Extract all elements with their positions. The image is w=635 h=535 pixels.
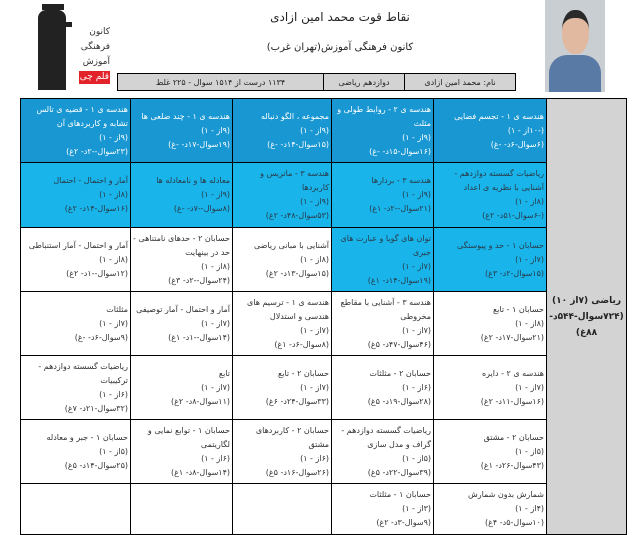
topic-cell xyxy=(131,228,233,292)
logo xyxy=(38,2,110,92)
topic-stats: (۱۰سوال-۵د- ۴غ) xyxy=(485,518,544,527)
topic-rank: (۵از - ۱) xyxy=(99,446,128,456)
topic-rank: (۹از - ۱) xyxy=(402,132,431,142)
topic-stats: (۳۹سوال-۲۲د- ۵غ) xyxy=(367,467,431,477)
topic-name: حسابان ۱ - توابع نمایی و لگاریتمی xyxy=(147,425,230,449)
topic-name: توان های گویا و عبارت های جبری xyxy=(340,233,431,257)
table-row xyxy=(21,228,627,292)
topic-rank: (۷از - ۱) xyxy=(515,382,544,392)
topic-cell xyxy=(434,356,547,420)
logo-text: کانون xyxy=(89,27,110,37)
topic-stats: (۲۳سوال--۲د- ۲غ) xyxy=(66,146,128,156)
topic-cell xyxy=(233,163,332,228)
student-grade: دوازدهم ریاضی xyxy=(323,74,404,90)
topic-cell xyxy=(21,292,131,356)
logo-text: فرهنگی xyxy=(80,42,110,52)
topic-cell xyxy=(233,420,332,484)
topic-name: مجموعه ، الگو دنباله xyxy=(260,111,329,121)
topic-name: هندسه ۳ - آشنایی با مقاطع مخروطی xyxy=(340,297,431,321)
topic-name: هندسه ی ۱ - چند ضلعی ها xyxy=(141,111,230,121)
topic-cell xyxy=(332,163,434,228)
topic-cell xyxy=(233,484,332,535)
topic-cell xyxy=(233,99,332,163)
topic-name: ریاضیات گسسته دوازدهم - گراف و مدل سازی xyxy=(341,425,431,449)
topic-stats: (-۶سوال-۵۱د- ۲غ) xyxy=(482,211,544,220)
topic-stats: (۹سوال-۶د- -غ) xyxy=(74,332,128,342)
topic-cell xyxy=(332,228,434,292)
institute-name: کانون فرهنگی آموزش(تهران غرب) xyxy=(266,42,414,53)
topic-rank: (۹از - ۱) xyxy=(300,125,329,135)
table-row xyxy=(21,356,627,420)
page-title: نقاط قوت محمد امین ازادی xyxy=(270,10,410,24)
topic-stats: (۲۱سوال--۲د- ۱غ) xyxy=(369,204,431,213)
topic-stats: (۳۳سوال-۲۴د- ۶غ) xyxy=(265,396,329,406)
topic-rank: (۵از - ۱) xyxy=(402,453,431,463)
table-row xyxy=(21,420,627,484)
topic-cell xyxy=(21,228,131,292)
topic-cell xyxy=(233,356,332,420)
topic-cell xyxy=(131,99,233,163)
topic-rank: (۸از - ۱) xyxy=(515,318,544,328)
photo-body xyxy=(549,55,601,92)
topic-name: هندسه ی ۲ - دایره xyxy=(481,368,544,378)
subject-cell xyxy=(547,99,627,535)
topic-cell xyxy=(233,292,332,356)
topic-cell xyxy=(332,484,434,535)
topic-name: حسابان ۱ - جبر و معادله xyxy=(46,432,128,442)
topic-name: مثلثات xyxy=(106,304,128,314)
topic-name: هندسه ی ۲ - روابط طولی و مثلث xyxy=(337,104,431,128)
topic-stats: (۲۴سوال--۲د- ۳غ) xyxy=(168,275,230,285)
topic-rank: (۵از - ۱) xyxy=(515,446,544,456)
topic-cell xyxy=(21,420,131,484)
topic-cell xyxy=(21,484,131,535)
topic-rank: (۸از - ۱) xyxy=(300,254,329,264)
topic-stats: (۹سوال-۳د- ۲غ) xyxy=(376,518,431,527)
topic-rank: (۴از - ۱) xyxy=(515,504,544,513)
topic-stats: (۲۸سوال-۱۹د- ۵غ) xyxy=(367,396,431,406)
table-row xyxy=(21,99,627,163)
topic-rank: (۹از - ۱) xyxy=(201,190,230,199)
topic-rank: (۹از - ۱) xyxy=(201,125,230,135)
topic-stats: (۲۱سوال-۱۷د- ۲غ) xyxy=(480,332,544,342)
topic-cell xyxy=(131,356,233,420)
topic-cell xyxy=(332,420,434,484)
subject-title: ریاضی (۷از ۱۰) xyxy=(551,295,622,306)
topic-stats: (۱۶سوال-۱۱د- ۲غ) xyxy=(480,396,544,406)
topic-cell xyxy=(131,484,233,535)
topic-cell xyxy=(131,292,233,356)
topic-name: حسابان ۱ - حد و پیوستگی xyxy=(457,240,544,250)
topic-cell xyxy=(131,163,233,228)
topic-rank: (۷از - ۱) xyxy=(99,318,128,328)
student-photo xyxy=(545,0,605,92)
topic-rank: (۷از - ۱) xyxy=(515,254,544,264)
topic-name: حسابان ۱ - مثلثات xyxy=(369,490,431,499)
topic-stats: (۱۲سوال--۱د- ۲غ) xyxy=(66,268,128,278)
subject-stats: (۷۲۴سوال-۵۴۴د-۸۸غ) xyxy=(549,311,624,338)
topic-name: معادله ها و نامعادله ها xyxy=(156,176,230,185)
topic-name: ریاضیات گسسته دوازدهم - آشنایی با نظریه ی اعداد xyxy=(454,169,544,192)
topic-stats: (۴۳سوال-۲۶د- ۱غ) xyxy=(480,460,544,470)
topic-stats: (۱۹سوال-۱۷د- -غ) xyxy=(168,139,230,149)
topic-rank: (۷از - ۱) xyxy=(201,382,230,392)
topic-cell xyxy=(21,99,131,163)
topic-rank: (۷از - ۱) xyxy=(300,382,329,392)
topic-stats: (۸سوال-۶د- ۱غ) xyxy=(274,339,329,349)
topic-name: هندسه ی ۱ - ترسیم های هندسی و استدلال xyxy=(247,297,329,321)
topic-cell xyxy=(434,163,547,228)
topic-name: آمار و احتمال - احتمال xyxy=(53,176,128,185)
student-name: نام: محمد امین ازادی xyxy=(404,74,515,90)
topic-name: شمارش بدون شمارش xyxy=(467,490,544,499)
topic-stats: (۱۶سوال-۱۵د- -غ) xyxy=(369,146,431,156)
topic-stats: (۱۵سوال-۱۳د- ۲غ) xyxy=(265,268,329,278)
topic-cell xyxy=(434,420,547,484)
topic-cell xyxy=(434,228,547,292)
student-stats: ۱۱۳۴ درست از ۱۵۱۴ سوال - ۲۲۵ غلط xyxy=(155,77,286,87)
topic-stats: (۱۴سوال-۸د- ۱غ) xyxy=(171,467,230,477)
topic-rank: (۸از - ۱) xyxy=(201,261,230,271)
topic-rank: (۹از - ۱) xyxy=(300,197,329,206)
topic-rank: (۶از - ۱) xyxy=(201,453,230,463)
topic-name: آمار و احتمال - آمار توصیفی xyxy=(136,304,230,314)
topic-stats: (۱۹سوال-۱۴د- ۱غ) xyxy=(367,275,431,285)
topic-cell xyxy=(434,292,547,356)
topic-stats: (۱۱سوال-۸د- ۲غ) xyxy=(171,396,230,406)
topic-rank: (۸از - ۱) xyxy=(99,254,128,264)
topic-rank: (۷از - ۱) xyxy=(402,325,431,335)
topic-stats: (۶سوال-۶د- -غ) xyxy=(490,139,544,149)
topic-name: حسابان ۲ - حدهای نامتناهی - حد در بینهایت xyxy=(132,233,230,257)
topic-cell xyxy=(233,228,332,292)
topic-rank: (۷از - ۱) xyxy=(402,261,431,271)
topic-stats: (۵۳سوال-۴۸د- ۲غ) xyxy=(265,211,329,220)
topic-rank: (۹از - ۱) xyxy=(402,190,431,199)
topic-name: هندسه ۳ - ماتریس و کاربردها xyxy=(260,169,329,192)
topic-stats: (۴۶سوال-۴۷د- ۵غ) xyxy=(367,339,431,349)
topic-cell xyxy=(332,99,434,163)
topic-rank: (۶از - ۱) xyxy=(99,389,128,399)
table-row xyxy=(21,484,627,535)
topic-rank: (۶از - ۱) xyxy=(300,453,329,463)
topic-rank: (-۱۰از - ۱) xyxy=(507,125,544,135)
strengths-table xyxy=(20,98,627,535)
topic-stats: (۳۲سوال-۲۱د- ۷غ) xyxy=(64,403,128,413)
topic-name: آشنایی با مبانی ریاضی xyxy=(254,240,329,250)
topic-cell xyxy=(332,292,434,356)
topic-rank: (۷از - ۱) xyxy=(300,325,329,335)
topic-name: ریاضیات گسسته دوازدهم - ترکیبیات xyxy=(38,361,128,385)
topic-cell xyxy=(21,163,131,228)
topic-cell xyxy=(434,484,547,535)
topic-name: آمار و احتمال - آمار استنباطی xyxy=(28,240,128,250)
topic-name: هندسه ی ۱ - قضیه ی تالس تشابه و کاربردهای آن xyxy=(36,104,128,128)
topic-rank: (۳از - ۱) xyxy=(402,504,431,513)
topic-stats: (۱۵سوال-۲د- ۳غ) xyxy=(485,268,544,278)
topic-stats: (۲۶سوال-۱۶د- ۵غ) xyxy=(265,467,329,477)
topic-name: هندسه ی ۱ - تجسم فضایی xyxy=(454,111,544,121)
topic-stats: (۲۵سوال-۱۴د- ۵غ) xyxy=(64,460,128,470)
table-row xyxy=(21,292,627,356)
topic-rank: (۸از - ۱) xyxy=(515,197,544,206)
topic-stats: (۱۶سوال-۱۴د- ۲غ) xyxy=(64,204,128,213)
topic-name: حسابان ۲ - مشتق xyxy=(483,432,544,442)
topic-name: حسابان ۲ - مثلثات xyxy=(369,368,431,378)
topic-stats: (۱۴سوال--۱د- ۱غ) xyxy=(168,332,230,342)
topic-rank: (۸از - ۱) xyxy=(99,190,128,199)
topic-name: حسابان ۱ - تابع xyxy=(492,304,544,314)
topic-rank: (۹از - ۱) xyxy=(99,132,128,142)
topic-name: تابع xyxy=(218,368,230,378)
topic-stats: (۸سوال--۷د- -غ) xyxy=(173,204,230,213)
topic-cell xyxy=(434,99,547,163)
topic-rank: (۶از - ۱) xyxy=(402,382,431,392)
photo-head xyxy=(562,10,589,54)
topic-name: حسابان ۲ - کاربردهای مشتق xyxy=(255,425,329,449)
logo-text: قلم چی xyxy=(79,72,109,82)
logo-text-stack xyxy=(70,26,110,84)
student-info-bar xyxy=(117,73,516,91)
logo-text: آموزش xyxy=(82,57,110,67)
topic-stats: (۱۵سوال-۱۴د- -غ) xyxy=(267,139,329,149)
topic-cell xyxy=(21,356,131,420)
topic-name: حسابان ۲ - تابع xyxy=(277,368,329,378)
topic-cell xyxy=(332,356,434,420)
topic-cell xyxy=(131,420,233,484)
topic-name: هندسه ۳ - بردارها xyxy=(371,176,431,185)
topic-rank: (۷از - ۱) xyxy=(201,318,230,328)
table-row xyxy=(21,163,627,228)
